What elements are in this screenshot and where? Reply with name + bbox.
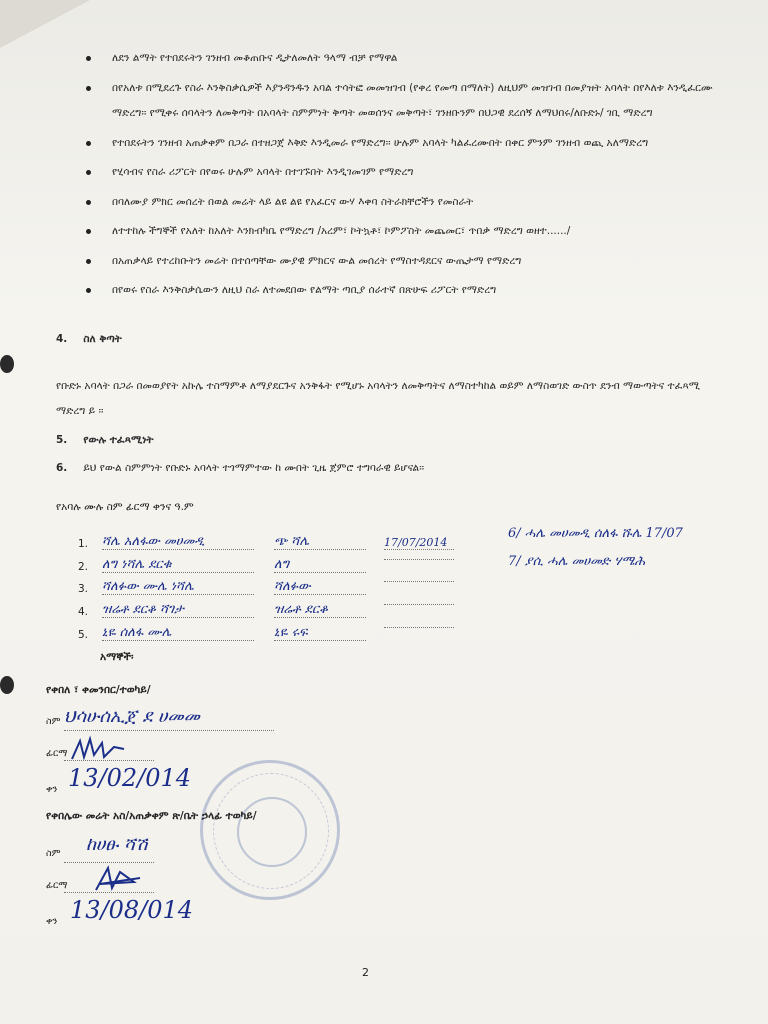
section-number: 6. — [56, 462, 68, 474]
section-4-paragraph: የቡድኑ አባላት በጋራ በመወያየት አኩሌ ተስማምቶ ለማያደርጉና አንቅፋት የሚሆኑ አባላትን ለመቅጣትና ለማስተካከል ወይም ለማስወገድ ውስጥ ደንብ ማውጣትና ተፈጻሚ ማድረግ ይ ፡፡ — [56, 380, 701, 417]
submitter-date: 13/02/014 — [68, 764, 192, 792]
member-signature: ኒዬ ሩፍ — [274, 625, 366, 641]
name-line — [64, 730, 274, 731]
member-date — [384, 581, 454, 582]
member-signature: ሻለፉው — [274, 579, 366, 595]
row-number: 2. — [78, 561, 89, 573]
handwritten-side-note: 6/ ሓሌ መሀመዲ ሰለፋ ሹሌ 17/07 — [508, 526, 683, 541]
list-item: በአጠቃላይ የተረከቡትን መሬት በተሰጣቸው ሙያዊ ምክርና ውል መሰረት የማስተዳደርና ውጤታማ የማድረግ — [84, 249, 724, 275]
signature-line — [64, 760, 154, 761]
member-name: ዝሬቶ ደርቆ ሻገታ — [102, 602, 254, 618]
receiver-name: ከሀፁ ሻሽ — [86, 834, 148, 855]
section-title: የውሉ ተፈጻሚነት — [83, 434, 154, 446]
member-name: ሻሌ አለፋው መሀመዲ — [102, 534, 254, 550]
member-signature: ጭ ሻሌ — [274, 534, 366, 550]
member-date — [384, 604, 454, 605]
row-number: 3. — [78, 583, 89, 595]
section-title: ስለ ቅጣት — [83, 333, 122, 345]
member-name: ለግ ነሻሌ ደርቁ — [102, 557, 254, 573]
submitter-name: ህሳሁሰኢጀ ደ ሀመመ — [64, 706, 200, 727]
receiver-heading: የቀበሌው መሬት አስ/አጠቃቀም ጽ/ቤት ኃላፊ ተወካይ/ — [46, 810, 257, 822]
handwritten-side-note: 7/ ያሲ ሓሌ መሀመድ ሃሜሕ — [508, 554, 646, 569]
row-number: 4. — [78, 606, 89, 618]
member-name: ኒዬ ሰለፋ ሙሌ — [102, 625, 254, 641]
punch-hole — [0, 676, 14, 694]
signature-line — [64, 892, 154, 893]
approvers-label: አማኞች፡ — [100, 651, 134, 663]
submitter-name-label: ስም — [46, 716, 61, 727]
receiver-date: 13/08/014 — [70, 896, 194, 924]
list-item: የሂሳብና የስራ ሪፖርት በየወሩ ሁሉም አባላት በተገኙበት እንዲገመገም የማድረግ — [84, 160, 724, 186]
section-5-heading — [56, 434, 153, 447]
member-date — [384, 627, 454, 628]
submitter-signature-label: ፊርማ — [46, 748, 68, 759]
section-number: 4. — [56, 333, 68, 345]
member-signature: ለግ — [274, 557, 366, 573]
obligations-list — [84, 46, 724, 308]
list-item: ለደን ልማት የተበደሩትን ገንዘብ መቆጠቡና ዲታለመለት ዓላማ ብቻ የማዋል — [84, 46, 724, 72]
submitter-heading: የቀበለ ፣ ቀመንበር/ተወካይ/ — [46, 684, 151, 696]
list-item: የተበደሩትን ገንዘብ አጠቃቀም በጋራ በተዘጋጀ እቅድ እንዲመራ የማድረግ፡፡ ሁሉም አባላት ካልፈረሙበት በቀር ምንም ገንዘብ ወጪ አለማድረግ — [84, 131, 724, 157]
section-number: 5. — [56, 434, 68, 446]
section-text: ይህ የውል ስምምነት የቡድኑ አባላት ተጎማምተው ከ ሙበት ጊዜ ጀምሮ ተግባራዊ ይሆናል፡፡ — [83, 462, 425, 474]
submitter-date-label: ቀን — [46, 784, 58, 795]
section-6-line — [56, 462, 424, 475]
stamp-emblem — [237, 797, 307, 867]
receiver-name-label: ስም — [46, 848, 61, 859]
receiver-date-label: ቀን — [46, 916, 58, 927]
list-item: ለተተከሉ ችግኞች የአለት ከአለት እንክብካቤ የማድረግ /አረም፣ ኮትኳቶ፣ ኮምፖስት መጨመር፣ ጥበቃ ማድረግ ወዘተ....../ — [84, 219, 724, 245]
list-item: በየአለቱ በሚደረጉ የስራ እንቅስቃሴዎች እያንዳንዱን አባል ተሳትፎ መመዝገብ (የቀረ የመጣ በማለት) ለዚህም መዝገብ በመያዝት አባላት በየእለቱ እንዲፈርሙ ማድረግ፡፡ የሚቀሩ ሰባላትን ለመቅጣት በአባላት ስምምነት ቅጣት መወሰንና መቅጣት፣ ገንዘቡንም በህጋዊ ደረሰኝ ለማህበሩ/ለቡድኑ/ ገቢ ማድረግ — [84, 76, 724, 127]
corner-fold — [0, 0, 90, 48]
row-number: 1. — [78, 538, 89, 550]
page-number: 2 — [362, 966, 369, 979]
list-item: በባለሙያ ምክር መሰረት በወል መሬት ላይ ልዩ ልዩ የአፈርና ውሃ እቀባ ስትራክቸሮችን የመስራት — [84, 190, 724, 216]
list-item: በየወሩ የስራ እንቅስቃሴውን ለዚህ ስራ ለተመደበው የልማት ጣቢያ ሰራተኛ በጽሁፍ ሪፖርት የማድረግ — [84, 278, 724, 304]
members-heading: የአባሉ ሙሉ ስም ፊርማ ቀንና ዓ.ም — [56, 501, 194, 513]
member-name: ሻለፉው ሙሌ ነሻሌ — [102, 579, 254, 595]
official-stamp — [200, 760, 340, 900]
member-date — [384, 559, 454, 560]
member-signature: ዝሬቶ ደርቆ — [274, 602, 366, 618]
row-number: 5. — [78, 629, 89, 641]
punch-hole — [0, 355, 14, 373]
member-date: 17/07/2014 — [384, 536, 454, 550]
receiver-signature-label: ፊርማ — [46, 880, 68, 891]
section-4-heading — [56, 333, 122, 346]
